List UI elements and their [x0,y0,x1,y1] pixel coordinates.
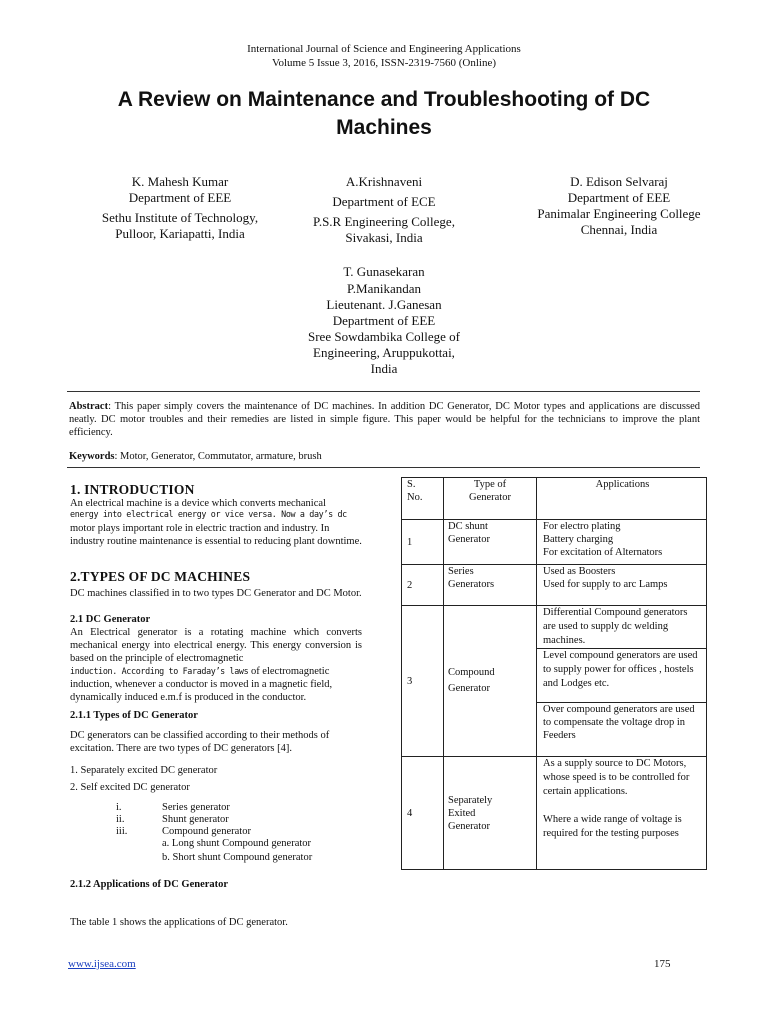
table-header-sno: S. No. [402,478,444,520]
table-cell-applications: For electro plating Battery charging For excitation of Alternators [537,520,707,565]
table-cell-sno: 3 [402,606,444,757]
table-header-row [402,478,707,520]
author-name: D. Edison Selvaraj [570,174,668,189]
intro-paragraph-line2: energy into electrical energy or vice versa. Now a day’s dc [70,509,347,519]
author-dept: Department of EEE [567,190,671,205]
list-text: Shunt generator [162,814,229,825]
keywords [69,450,322,463]
author-name: A.Krishnaveni [345,174,423,189]
author-affiliation: Engineering, Aruppukottai, [313,345,455,360]
author-block-4 [284,264,484,377]
top-divider [67,391,700,392]
applications-paragraph: The table 1 shows the applications of DC generator. [70,917,288,928]
types-paragraph: DC machines classified in to two types DC Generator and DC Motor. [70,588,362,599]
table-row [402,606,707,649]
journal-name: International Journal of Science and Engineering Applications [247,43,521,55]
list-item: 1. Separately excited DC generator [70,765,218,776]
keywords-label: Keywords [69,451,115,462]
table-row [402,565,707,606]
abstract-label: Abstract [69,401,109,412]
table-row [402,757,707,870]
author-name: K. Mahesh Kumar [131,174,229,189]
subsection-heading-dc-generator: 2.1 DC Generator [70,614,151,625]
author-affiliation: Panimalar Engineering College [537,206,701,221]
generator-paragraph-end: of electromagnetic induction, whenever a conductor is moved in a magnetic field, dynamically induced e.m.f is produced in the conductor. [70,666,333,703]
author-dept: Department of ECE [332,194,436,209]
paper-title-line1: A Review on Maintenance and Troubleshooting of DC [117,88,651,111]
author-block-1 [70,174,290,242]
subsection-heading-applications: 2.1.2 Applications of DC Generator [70,879,229,890]
list-num: i. [116,802,122,813]
author-block-2 [280,174,488,246]
table-cell-type: Series Generators [444,565,537,606]
author-affiliation: P.S.R Engineering College, [313,214,455,229]
table-cell-applications: Differential Compound generators are used to supply dc welding machines. [537,606,707,649]
author-dept: Department of EEE [128,190,232,205]
section-heading-types: 2.TYPES OF DC MACHINES [70,569,251,584]
author-location: Sivakasi, India [345,230,423,245]
table-cell-sno: 2 [402,565,444,606]
section-heading-introduction: 1. INTRODUCTION [70,482,195,497]
author-name: P.Manikandan [346,281,422,296]
paper-title-line2: Machines [336,116,432,139]
abstract [69,400,700,439]
abstract-text: : This paper simply covers the maintenance of DC machines. In addition DC Generator, DC Motor types and applications are discussed neatly. DC motor troubles and their remedies are listed in simple figure. This paper would be helpful for the technicians to improve the plant efficiency. [69,401,700,438]
list-item: a. Long shunt Compound generator [162,838,312,849]
author-affiliation: Sethu Institute of Technology, [101,210,259,225]
journal-header [0,42,768,70]
bottom-divider [67,467,700,468]
journal-website-link[interactable]: www.ijsea.com [68,958,136,970]
table-row [402,520,707,565]
table-cell-applications: As a supply source to DC Motors, whose speed is to be controlled for certain applications. Where a wide range of voltage is required for the testing purposes [537,757,707,870]
author-affiliation: Sree Sowdambika College of [308,329,460,344]
subsection-heading-types-generator: 2.1.1 Types of DC Generator [70,710,198,721]
table-cell-applications: Used as Boosters Used for supply to arc Lamps [537,565,707,606]
table-cell-type: Separately Exited Generator [444,757,537,870]
table-header-applications: Applications [537,478,707,520]
author-dept: Department of EEE [332,313,436,328]
table-cell-type: DC shunt Generator [444,520,537,565]
list-text: Compound generator [162,826,251,837]
list-num: ii. [116,814,125,825]
journal-volume: Volume 5 Issue 3, 2016, ISSN-2319-7560 (Online) [271,57,497,69]
applications-table [401,477,707,870]
table-cell-sno: 4 [402,757,444,870]
paper-title [60,86,708,142]
table-cell-applications: Level compound generators are used to supply power for offices , hostels and Lodges etc. [537,649,707,703]
table-cell-applications: Over compound generators are used to compensate the voltage drop in Feeders [537,703,707,757]
list-item: 2. Self excited DC generator [70,782,190,793]
keywords-text: : Motor, Generator, Commutator, armature, brush [114,451,322,462]
author-location: Pulloor, Kariapatti, India [115,226,245,241]
page-number: 175 [654,958,671,970]
author-name: T. Gunasekaran [343,264,425,279]
author-name: Lieutenant. J.Ganesan [326,297,442,312]
types-generator-paragraph: DC generators can be classified according to their methods of excitation. There are two types of DC generators [4]. [70,730,330,754]
author-block-3 [500,174,738,238]
author-location: India [370,361,398,376]
list-item: b. Short shunt Compound generator [162,852,313,863]
intro-paragraph: motor plays important role in electric traction and industry. In industry routine maintenance is essential to reducing plant downtime. [70,523,362,547]
intro-paragraph-line1: An electrical machine is a device which converts mechanical [70,498,326,509]
generator-faraday-text: induction. According to Faraday’s laws [70,666,249,676]
author-location: Chennai, India [580,222,658,237]
generator-paragraph: An Electrical generator is a rotating machine which converts mechanical energy into electrical energy. This energy conversion is based on the principle of electromagnetic [70,627,362,664]
list-num: iii. [116,826,128,837]
generator-paragraph-cont [70,665,362,704]
table-cell-sno: 1 [402,520,444,565]
list-text: Series generator [162,802,230,813]
table-cell-type: Compound Generator [444,606,537,757]
table-header-type: Type of Generator [444,478,537,520]
